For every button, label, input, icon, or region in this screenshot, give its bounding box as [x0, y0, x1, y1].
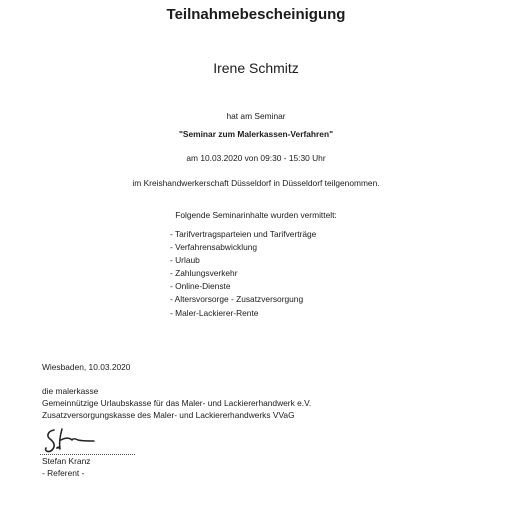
certificate-title: Teilnahmebescheinigung — [166, 6, 346, 23]
org-name: die malerkasse — [42, 386, 99, 396]
org-line-zusatzversorgungskasse: Zusatzversorgungskasse des Maler- und Lackiererhandwerks VVaG — [42, 410, 295, 420]
signature-image — [40, 426, 120, 454]
participant-name: Irene Schmitz — [213, 60, 299, 76]
topic-item: - Urlaub — [170, 255, 200, 266]
signer-role: - Referent - — [42, 468, 85, 478]
topic-item: - Online-Dienste — [170, 281, 231, 292]
topic-item: - Altersvorsorge - Zusatzversorgung — [170, 294, 304, 305]
topic-item: - Verfahrensabwicklung — [170, 242, 258, 253]
topics-list — [170, 228, 316, 320]
signer-name: Stefan Kranz — [42, 456, 91, 466]
intro-text: hat am Seminar — [226, 111, 286, 121]
seminar-location: im Kreishandwerkerschaft Düsseldorf in Düsseldorf teilgenommen. — [132, 178, 380, 188]
signature-line — [40, 454, 135, 455]
place-date: Wiesbaden, 10.03.2020 — [42, 362, 131, 372]
org-line-urlaubskasse: Gemeinnützige Urlaubskasse für das Maler- und Lackiererhandwerk e.V. — [42, 398, 312, 408]
topics-heading: Folgende Seminarinhalte wurden vermittelt: — [175, 210, 337, 220]
seminar-name: "Seminar zum Malerkassen-Verfahren" — [178, 129, 334, 139]
topic-item: - Tarifvertragsparteien und Tarifverträge — [170, 229, 317, 239]
topic-item: - Zahlungsverkehr — [170, 268, 238, 279]
seminar-date-time: am 10.03.2020 von 09:30 - 15:30 Uhr — [186, 153, 326, 163]
topic-item: - Maler-Lackierer-Rente — [170, 307, 259, 318]
